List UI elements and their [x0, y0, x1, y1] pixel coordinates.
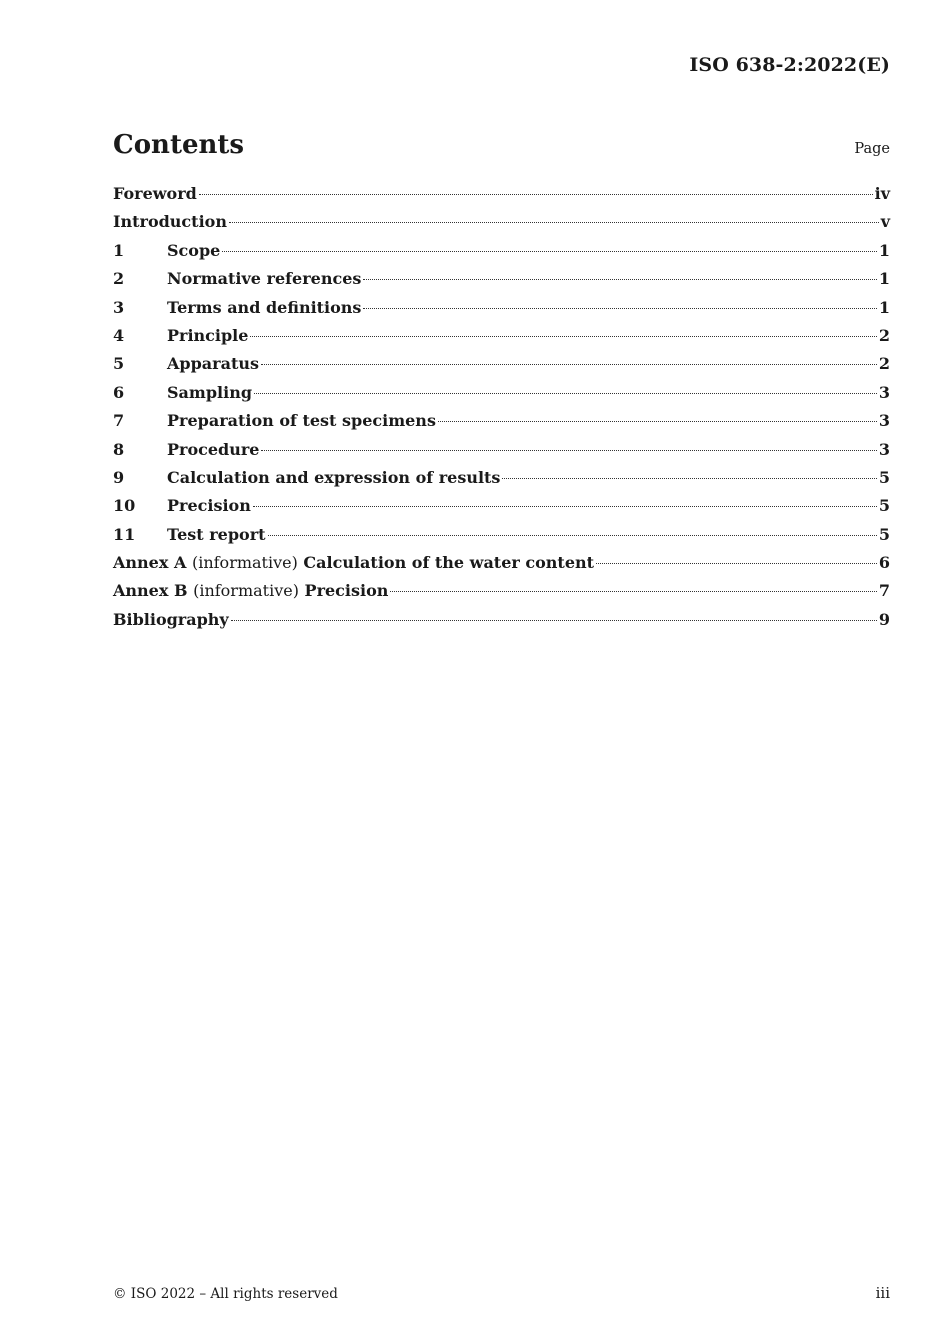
- toc-entry-introduction[interactable]: [113, 212, 890, 240]
- toc-entry-page: 1: [878, 240, 890, 260]
- toc-entry-number: 5: [113, 354, 125, 374]
- dot-leader: [199, 194, 873, 195]
- toc-entry-title: Foreword: [113, 184, 197, 203]
- toc-entry-foreword[interactable]: [113, 184, 890, 212]
- toc-entry-title: Sampling: [167, 382, 253, 402]
- toc-entry-number: 4: [113, 325, 125, 345]
- dot-leader: [261, 450, 876, 451]
- toc-entry-number: 7: [113, 411, 125, 431]
- toc-entry-number: 3: [113, 297, 125, 317]
- annex-prefix: Annex A: [113, 553, 187, 573]
- toc-entry-annex-b[interactable]: [113, 581, 890, 609]
- toc-entry-page: 3: [878, 411, 890, 431]
- toc-entry-scope[interactable]: [113, 241, 890, 269]
- toc-entry-precision[interactable]: [113, 496, 890, 524]
- dot-leader: [229, 222, 879, 223]
- annex-note: (informative): [193, 581, 299, 601]
- toc-entry-title: Scope: [167, 240, 221, 260]
- dot-leader: [250, 336, 876, 337]
- toc-entry-title: Terms and definitions: [167, 297, 362, 317]
- toc-entry-page: iv: [874, 184, 890, 203]
- dot-leader: [254, 393, 877, 394]
- toc-entry-title: Normative references: [167, 269, 362, 289]
- toc-entry-page: 1: [878, 297, 890, 317]
- toc-entry-test-report[interactable]: [113, 525, 890, 553]
- toc-entry-title-group: [113, 553, 594, 572]
- toc-entry-procedure[interactable]: [113, 440, 890, 468]
- toc-entry-sampling[interactable]: [113, 383, 890, 411]
- toc-entry-page: 5: [878, 496, 890, 516]
- toc-entry-page: 3: [878, 382, 890, 402]
- toc-entry-page: 9: [878, 609, 890, 629]
- toc-entry-bibliography[interactable]: [113, 610, 890, 638]
- toc-entry-page: 2: [878, 354, 890, 374]
- dot-leader: [253, 506, 877, 507]
- toc-entry-page: 1: [878, 269, 890, 289]
- toc-entry-title: Calculation of the water content: [303, 553, 595, 573]
- annex-prefix: Annex B: [113, 581, 188, 601]
- toc-entry-page: 5: [878, 467, 890, 487]
- toc-entry-page: 6: [878, 553, 890, 573]
- toc-entry-calculation-and-expression-of-results[interactable]: [113, 468, 890, 496]
- annex-note: (informative): [191, 553, 298, 573]
- table-of-contents: [113, 184, 890, 638]
- copyright-notice: © ISO 2022 – All rights reserved: [113, 1286, 338, 1302]
- toc-entry-title: Test report: [167, 524, 266, 544]
- toc-entry-normative-references[interactable]: [113, 269, 890, 297]
- toc-entry-number: 1: [113, 240, 125, 260]
- dot-leader: [502, 478, 876, 479]
- dot-leader: [363, 308, 876, 309]
- toc-entry-annex-a[interactable]: [113, 553, 890, 581]
- toc-entry-title: Bibliography: [113, 609, 229, 629]
- toc-entry-page: 2: [878, 325, 890, 345]
- toc-entry-page: 7: [878, 581, 890, 601]
- toc-entry-number: 11: [113, 524, 136, 544]
- page-number: iii: [875, 1284, 890, 1302]
- document-reference: ISO 638-2:2022(E): [689, 54, 890, 76]
- toc-entry-title: Preparation of test specimens: [167, 411, 436, 431]
- toc-entry-title: Introduction: [113, 212, 227, 232]
- toc-entry-principle[interactable]: [113, 326, 890, 354]
- toc-entry-page: 3: [878, 439, 890, 459]
- toc-entry-title-group: [113, 581, 388, 600]
- toc-entry-number: 8: [113, 439, 125, 459]
- dot-leader: [261, 364, 877, 365]
- page-column-label: Page: [854, 141, 890, 157]
- toc-entry-page: 5: [878, 524, 890, 544]
- dot-leader: [363, 279, 876, 280]
- toc-entry-number: 6: [113, 382, 125, 402]
- dot-leader: [390, 591, 876, 592]
- contents-title: Contents: [113, 130, 245, 160]
- toc-entry-apparatus[interactable]: [113, 354, 890, 382]
- toc-entry-page: v: [880, 212, 890, 232]
- toc-entry-title: Apparatus: [167, 354, 259, 374]
- toc-entry-title: Precision: [167, 496, 251, 516]
- toc-entry-title: Principle: [167, 325, 249, 345]
- toc-entry-title: Precision: [304, 581, 389, 601]
- toc-entry-title: Procedure: [167, 439, 260, 459]
- toc-entry-preparation-of-test-specimens[interactable]: [113, 411, 890, 439]
- toc-entry-number: 2: [113, 269, 125, 289]
- dot-leader: [231, 620, 877, 621]
- dot-leader: [268, 535, 877, 536]
- dot-leader: [222, 251, 877, 252]
- dot-leader: [438, 421, 877, 422]
- toc-entry-number: 9: [113, 467, 125, 487]
- dot-leader: [596, 563, 877, 564]
- toc-entry-terms-and-definitions[interactable]: [113, 298, 890, 326]
- toc-entry-number: 10: [113, 496, 136, 516]
- toc-entry-title: Calculation and expression of results: [167, 467, 501, 487]
